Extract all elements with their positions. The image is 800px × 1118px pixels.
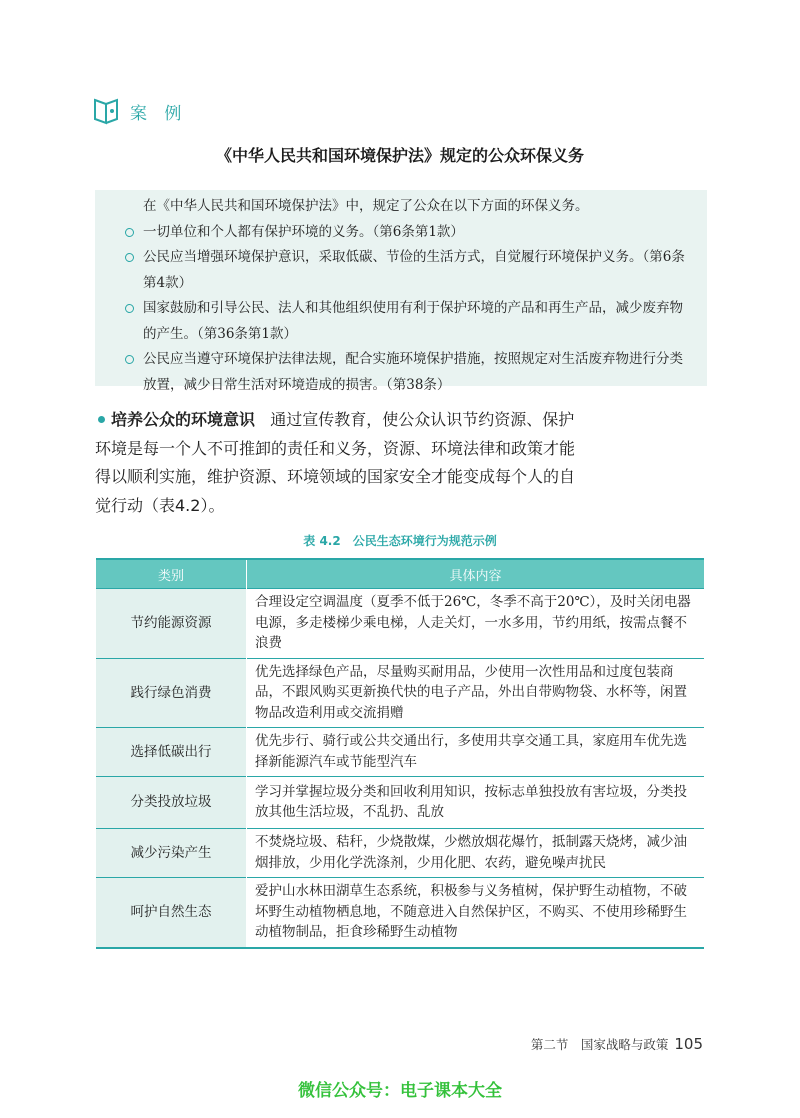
content-cell: 不焚烧垃圾、秸秆，少烧散煤，少燃放烟花爆竹，抵制露天烧烤，减少油烟排放，少用化学洗涤剂，少用化肥、农药，避免噪声扰民 (247, 829, 705, 878)
table-row (96, 658, 704, 728)
circle-bullet-icon (125, 253, 134, 262)
watermark-text: 微信公众号：电子课本大全 (298, 1081, 502, 1101)
case-title: 《中华人民共和国环境保护法》规定的公众环保义务 (215, 146, 584, 165)
category-cell: 呵护自然生态 (96, 878, 247, 948)
column-header-content: 具体内容 (247, 559, 705, 589)
circle-bullet-icon (125, 228, 134, 237)
case-intro: 在《中华人民共和国环境保护法》中，规定了公众在以下方面的环保义务。 (143, 198, 589, 214)
table-caption: 表 4.2 公民生态环境行为规范示例 (303, 534, 497, 548)
book-icon (92, 96, 120, 126)
case-item: 公民应当增强环境保护意识，采取低碳、节俭的生活方式，自觉履行环境保护义务。（第6条第4款） (125, 245, 695, 296)
content-cell: 爱护山水林田湖草生态系统，积极参与义务植树，保护野生动植物，不破坏野生动植物栖息地，不随意进入自然保护区，不购买、不使用珍稀野生动植物制品，拒食珍稀野生动植物 (247, 878, 705, 948)
category-cell: 选择低碳出行 (96, 728, 247, 777)
body-paragraph (95, 406, 577, 520)
content-cell: 优先步行、骑行或公共交通出行，多使用共享交通工具，家庭用车优先选择新能源汽车或节能型汽车 (247, 728, 705, 777)
case-item: 公民应当遵守环境保护法律法规，配合实施环境保护措施，按照规定对生活废弃物进行分类放置，减少日常生活对环境造成的损害。（第38条） (125, 347, 695, 398)
case-box (95, 190, 707, 393)
table-header-row (96, 559, 704, 589)
category-cell: 减少污染产生 (96, 829, 247, 878)
content-cell: 合理设定空调温度（夏季不低于26℃，冬季不高于20℃），及时关闭电器电源，多走楼梯少乘电梯，人走关灯，一水多用，节约用纸，按需点餐不浪费 (247, 589, 705, 659)
page-number: 105 (674, 1035, 703, 1053)
table-row (96, 829, 704, 878)
paragraph-heading: 培养公众的环境意识 (111, 410, 256, 429)
table-row (96, 878, 704, 948)
footer-section: 第二节 国家战略与政策 (530, 1037, 669, 1052)
table-row (96, 777, 704, 829)
category-cell: 践行绿色消费 (96, 658, 247, 728)
category-cell: 节约能源资源 (96, 589, 247, 659)
content-cell: 学习并掌握垃圾分类和回收利用知识，按标志单独投放有害垃圾，分类投放其他生活垃圾，不乱扔、乱放 (247, 777, 705, 829)
case-item: 国家鼓励和引导公民、法人和其他组织使用有利于保护环境的产品和再生产品，减少废弃物的产生。（第36条第1款） (125, 296, 695, 347)
circle-bullet-icon (125, 304, 134, 313)
case-item: 一切单位和个人都有保护环境的义务。（第6条第1款） (125, 220, 695, 246)
case-label: 案 例 (130, 103, 188, 124)
table-row (96, 728, 704, 777)
table-row (96, 589, 704, 659)
circle-bullet-icon (125, 355, 134, 364)
dot-bullet-icon (98, 416, 105, 423)
page-footer (531, 1035, 703, 1053)
content-cell: 优先选择绿色产品，尽量购买耐用品，少使用一次性用品和过度包装商品，不跟风购买更新换代快的电子产品，外出自带购物袋、水杯等，闲置物品改造利用或交流捐赠 (247, 658, 705, 728)
case-header (92, 96, 187, 126)
category-cell: 分类投放垃圾 (96, 777, 247, 829)
behavior-table (96, 558, 704, 949)
column-header-category: 类别 (96, 559, 247, 589)
paragraph-text: 通过宣传教育，使公众认识节约资源、保护环境是每一个人不可推卸的责任和义务，资源、环境法律和政策才能得以顺利实施，维护资源、环境领域的国家安全才能变成每个人的自觉行动（表4.2）。 (95, 410, 576, 515)
